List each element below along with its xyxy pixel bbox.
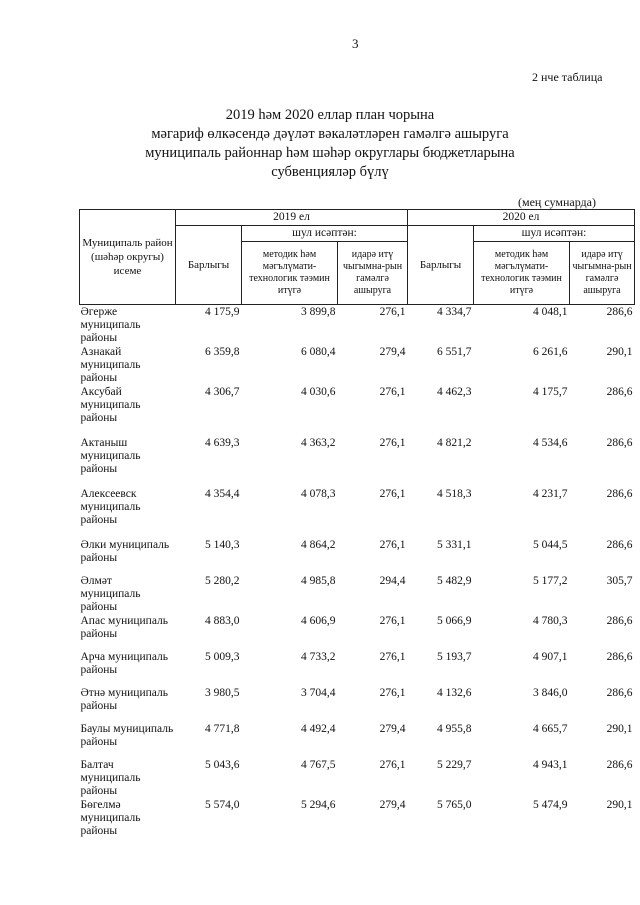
title-line: 2019 һәм 2020 еллар план чорына bbox=[225, 107, 435, 123]
cell-total-2020: 4 132,6 bbox=[437, 687, 472, 699]
cell-municipality: Арча муниципаль районы bbox=[80, 651, 169, 676]
cell-methodic-2019: 4 864,2 bbox=[301, 539, 336, 551]
cell-total-2019: 5 140,3 bbox=[205, 539, 240, 551]
cell-total-2019: 5 280,2 bbox=[205, 575, 240, 587]
cell-admin-2020: 290,1 bbox=[606, 799, 633, 811]
cell-admin-2020: 286,6 bbox=[606, 437, 633, 449]
cell-total-2019: 5 574,0 bbox=[205, 799, 240, 811]
table-row bbox=[80, 686, 635, 722]
cell-admin-2019: 276,1 bbox=[379, 615, 406, 627]
table-row bbox=[80, 722, 635, 758]
cell-municipality: Әтнә муниципаль районы bbox=[80, 687, 168, 712]
cell-total-2020: 5 229,7 bbox=[437, 759, 472, 771]
cell-admin-2019: 294,4 bbox=[379, 575, 406, 587]
table-label: 2 нче таблица bbox=[532, 70, 603, 84]
table-row bbox=[80, 614, 635, 650]
table-row bbox=[80, 574, 635, 614]
cell-methodic-2019: 3 899,8 bbox=[242, 305, 338, 346]
table-row bbox=[80, 538, 635, 574]
header-including-2020: шул исәптән: bbox=[474, 226, 635, 242]
header-admin-2020: идарә итү чыгымна-рын гамәлгә ашыруга bbox=[570, 242, 635, 305]
title-line: субвенцияләр бүлү bbox=[271, 164, 389, 180]
cell-municipality: Әлмәт муниципаль районы bbox=[80, 575, 141, 613]
cell-total-2020: 4 518,3 bbox=[437, 488, 472, 500]
cell-admin-2020: 305,7 bbox=[606, 575, 633, 587]
cell-methodic-2020: 5 044,5 bbox=[533, 539, 568, 551]
table-row bbox=[80, 385, 635, 436]
cell-methodic-2019: 4 078,3 bbox=[301, 488, 336, 500]
cell-admin-2019: 279,4 bbox=[379, 799, 406, 811]
table-row bbox=[80, 650, 635, 686]
cell-methodic-2019: 4 767,5 bbox=[301, 759, 336, 771]
cell-admin-2020: 290,1 bbox=[606, 723, 633, 735]
cell-total-2019: 4 306,7 bbox=[205, 386, 240, 398]
cell-methodic-2020: 4 907,1 bbox=[533, 651, 568, 663]
cell-admin-2020: 286,6 bbox=[606, 759, 633, 771]
cell-methodic-2019: 3 704,4 bbox=[301, 687, 336, 699]
table-row bbox=[80, 436, 635, 487]
cell-municipality: Бөгелмә муниципаль районы bbox=[80, 799, 141, 837]
table-row bbox=[80, 758, 635, 798]
cell-total-2019: 3 980,5 bbox=[205, 687, 240, 699]
cell-methodic-2020: 5 474,9 bbox=[533, 799, 568, 811]
cell-admin-2020: 286,6 bbox=[606, 687, 633, 699]
title-line: мәгариф өлкәсендә дәүләт вәкаләтләрен гамәлгә ашыруга bbox=[151, 126, 509, 142]
table-row bbox=[80, 345, 635, 385]
cell-admin-2019: 276,1 bbox=[379, 488, 406, 500]
header-admin-2019: идарә итү чыгымна-рын гамәлгә ашыруга bbox=[338, 242, 408, 305]
cell-total-2020: 5 193,7 bbox=[437, 651, 472, 663]
cell-municipality: Апас муниципаль районы bbox=[80, 615, 169, 640]
cell-total-2019: 4 354,4 bbox=[205, 488, 240, 500]
cell-methodic-2020: 4 534,6 bbox=[533, 437, 568, 449]
cell-municipality: Әлки муниципаль районы bbox=[80, 539, 170, 564]
cell-admin-2019: 276,1 bbox=[379, 386, 406, 398]
cell-total-2019: 4 883,0 bbox=[205, 615, 240, 627]
header-total-2019: Барлыгы bbox=[176, 226, 242, 305]
cell-total-2019: 6 359,8 bbox=[205, 346, 240, 358]
cell-municipality: Алексеевск муниципаль районы bbox=[80, 488, 141, 526]
title-line: муниципаль районнар һәм шәһәр округлары бюджетларына bbox=[145, 145, 515, 161]
cell-total-2020: 5 331,1 bbox=[437, 539, 472, 551]
cell-admin-2019: 276,1 bbox=[379, 651, 406, 663]
cell-methodic-2019: 4 492,4 bbox=[301, 723, 336, 735]
header-year-2019: 2019 ел bbox=[176, 210, 408, 226]
cell-admin-2019: 276,1 bbox=[379, 437, 406, 449]
cell-municipality: Актаныш муниципаль районы bbox=[80, 437, 141, 475]
header-year-2020: 2020 ел bbox=[408, 210, 635, 226]
cell-methodic-2019: 4 733,2 bbox=[301, 651, 336, 663]
cell-municipality: Әгерже муниципаль районы bbox=[80, 305, 176, 346]
table-row bbox=[80, 798, 635, 838]
units-note: (мең сумнарда) bbox=[518, 195, 596, 209]
cell-methodic-2020: 6 261,6 bbox=[533, 346, 568, 358]
cell-admin-2019: 279,4 bbox=[379, 723, 406, 735]
cell-total-2020: 6 551,7 bbox=[437, 346, 472, 358]
cell-admin-2019: 276,1 bbox=[379, 539, 406, 551]
cell-methodic-2020: 4 943,1 bbox=[533, 759, 568, 771]
cell-methodic-2020: 5 177,2 bbox=[533, 575, 568, 587]
cell-admin-2020: 286,6 bbox=[606, 488, 633, 500]
cell-methodic-2020: 4 231,7 bbox=[533, 488, 568, 500]
header-including-2019: шул исәптән: bbox=[242, 226, 408, 242]
cell-methodic-2019: 4 985,8 bbox=[301, 575, 336, 587]
cell-total-2019: 4 771,8 bbox=[205, 723, 240, 735]
cell-total-2020: 4 462,3 bbox=[437, 386, 472, 398]
header-methodic-2019: методик һәм мәгълүмати-технологик тәэмин итүгә bbox=[242, 242, 338, 305]
cell-admin-2020: 290,1 bbox=[606, 346, 633, 358]
cell-methodic-2020: 4 780,3 bbox=[533, 615, 568, 627]
cell-methodic-2020: 4 048,1 bbox=[474, 305, 570, 346]
cell-total-2019: 4 639,3 bbox=[205, 437, 240, 449]
cell-total-2019: 5 043,6 bbox=[205, 759, 240, 771]
cell-admin-2020: 286,6 bbox=[570, 305, 635, 346]
cell-total-2020: 5 066,9 bbox=[437, 615, 472, 627]
page-number: 3 bbox=[352, 36, 359, 51]
cell-total-2020: 5 482,9 bbox=[437, 575, 472, 587]
cell-total-2019: 5 009,3 bbox=[205, 651, 240, 663]
cell-methodic-2019: 4 363,2 bbox=[301, 437, 336, 449]
cell-municipality: Аксубай муниципаль районы bbox=[80, 386, 141, 424]
cell-admin-2020: 286,6 bbox=[606, 386, 633, 398]
cell-methodic-2020: 3 846,0 bbox=[533, 687, 568, 699]
cell-admin-2020: 286,6 bbox=[606, 651, 633, 663]
cell-admin-2019: 279,4 bbox=[379, 346, 406, 358]
cell-total-2020: 5 765,0 bbox=[437, 799, 472, 811]
cell-admin-2019: 276,1 bbox=[379, 759, 406, 771]
cell-methodic-2019: 6 080,4 bbox=[301, 346, 336, 358]
header-methodic-2020: методик һәм мәгълүмати-технологик тәэмин итүгә bbox=[474, 242, 570, 305]
cell-total-2019: 4 175,9 bbox=[176, 305, 242, 346]
table-row bbox=[80, 305, 635, 346]
table-row bbox=[80, 487, 635, 538]
cell-municipality: Баулы муниципаль районы bbox=[80, 723, 174, 748]
cell-methodic-2020: 4 175,7 bbox=[533, 386, 568, 398]
cell-total-2020: 4 334,7 bbox=[408, 305, 474, 346]
header-total-2020: Барлыгы bbox=[408, 226, 474, 305]
cell-admin-2019: 276,1 bbox=[338, 305, 408, 346]
cell-methodic-2019: 4 030,6 bbox=[301, 386, 336, 398]
cell-admin-2020: 286,6 bbox=[606, 539, 633, 551]
cell-municipality: Азнакай муниципаль районы bbox=[80, 346, 141, 384]
cell-admin-2020: 286,6 bbox=[606, 615, 633, 627]
cell-municipality: Балтач муниципаль районы bbox=[80, 759, 141, 797]
cell-methodic-2019: 5 294,6 bbox=[301, 799, 336, 811]
cell-admin-2019: 276,1 bbox=[379, 687, 406, 699]
cell-methodic-2019: 4 606,9 bbox=[301, 615, 336, 627]
subventions-table bbox=[79, 209, 635, 838]
header-municipality: Муниципаль район (шәһәр округы) исеме bbox=[80, 210, 176, 305]
cell-methodic-2020: 4 665,7 bbox=[533, 723, 568, 735]
cell-total-2020: 4 955,8 bbox=[437, 723, 472, 735]
cell-total-2020: 4 821,2 bbox=[437, 437, 472, 449]
document-title bbox=[130, 106, 530, 182]
